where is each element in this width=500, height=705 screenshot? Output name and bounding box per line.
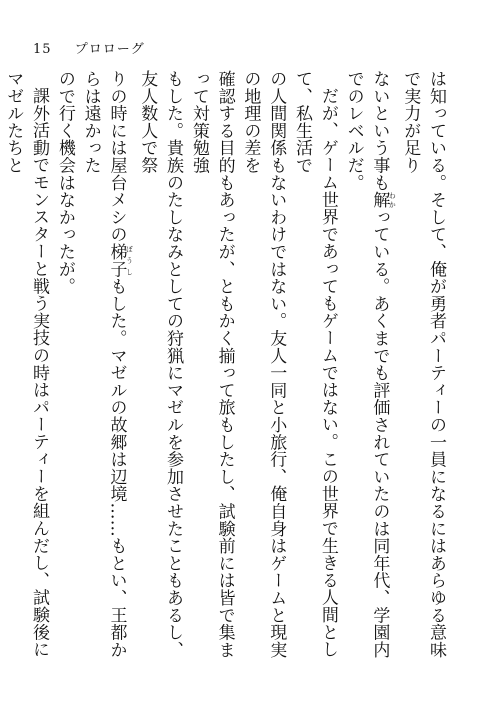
text-line: だが、ゲーム世界であってもゲームではない。この世界で生きる人間として、私生活で: [292, 70, 338, 658]
ruby-word: 梯子 ぼうし: [106, 243, 134, 278]
text-line: もした。貴族のたしなみとしての狩猟にマゼルを参加させたこともあるし、友人数人で祭: [137, 70, 184, 659]
text-line: の人間関係もないわけではない。友人一同と小旅行、俺自身はゲームと現実の地理の差を: [240, 70, 287, 659]
body-text: [3, 70, 448, 670]
text-line: ので行く機会はなかったが。: [54, 70, 75, 295]
text-line: りの時には屋台メシの梯子 ぼうしもした。マゼルの故郷は辺境……もとい、王都からは遠かった: [80, 70, 134, 659]
text-line: 課外活動でモンスターと戦う実技の時はパーティーを組んだし、試験後にマゼルたちと: [3, 70, 50, 658]
page-header: [33, 38, 145, 57]
page-number: 15: [33, 42, 52, 57]
text-line: は知っている。そして、俺が勇者パーティーの一員になるにはあらゆる意味で実力が足り: [400, 70, 446, 659]
chapter-title: プロローグ: [74, 42, 145, 57]
text-line: ないという事も解 わかっている。あくまでも評価されていたのは同年代、学園内でのレベルだ。: [343, 70, 397, 659]
text-line: 確認する目的もあったが、ともかく揃って旅もしたし、試験前には皆で集まって対策勉強: [188, 70, 235, 659]
ruby-word: 解 わか: [369, 191, 397, 209]
